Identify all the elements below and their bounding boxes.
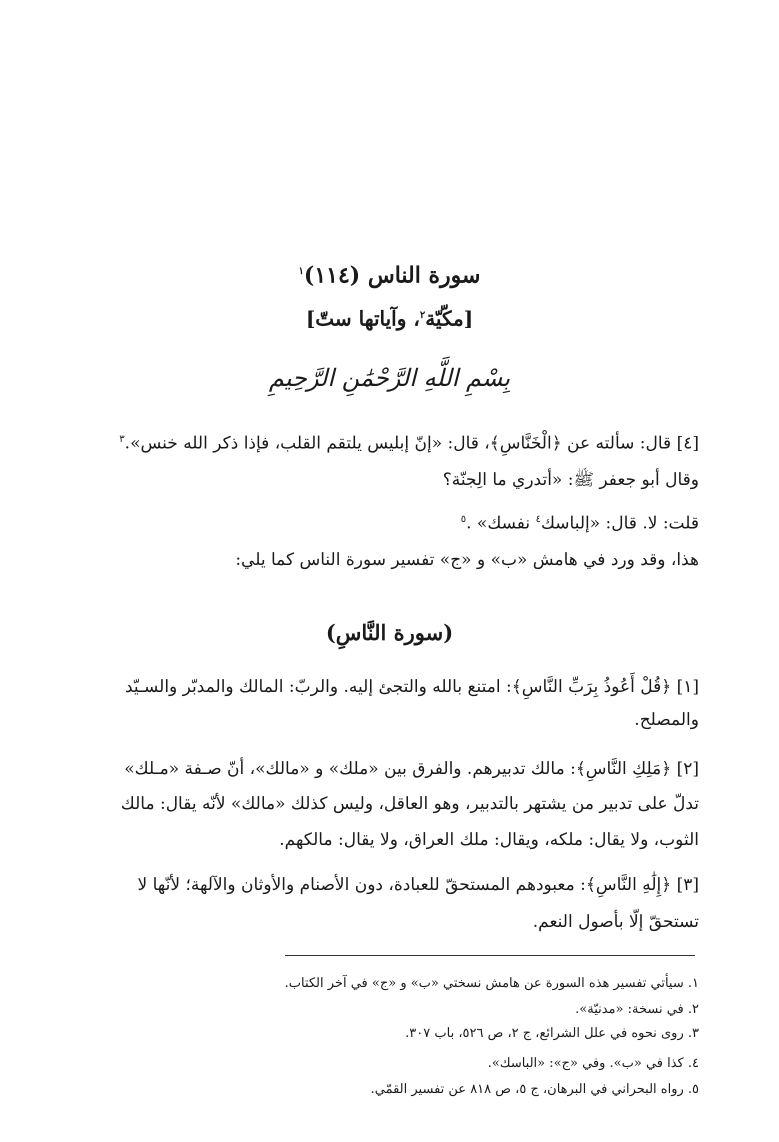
footnote-marker: ٢ bbox=[419, 310, 426, 321]
basmala: بِسْمِ اللَّهِ الرَّحْمَٰنِ الرَّحِيمِ bbox=[268, 364, 511, 392]
footnote-divider bbox=[285, 955, 695, 956]
verse-1-line-2: والمصلح. bbox=[634, 710, 699, 730]
intro-text-1: [٤] قال: سألته عن ﴿الْخَنَّاسِ﴾، قال: «إنّ إبليس يلتقم القلب، فإذا ذكر الله خنس». bbox=[124, 433, 699, 454]
footnote-marker: ١ bbox=[298, 266, 304, 277]
verse-2-line-3: الثوب، ولا يقال: ملكه، ويقال: ملك العراق، ولا يقال: مالكهم. bbox=[279, 830, 699, 850]
footnote-marker: ٤ bbox=[535, 514, 541, 525]
verse-1-line-1: [١] ﴿قُلْ أَعُوذُ بِرَبِّ النَّاسِ﴾: امتنع بالله والتجئ إليه. والربّ: المالك والمدبّر والسـيّد bbox=[124, 677, 699, 697]
footnote-1: ١. سيأتي تفسير هذه السورة عن هامش نسختي «ب» و «ج» في آخر الكتاب. bbox=[284, 976, 699, 991]
intro-line-4: هذا، وقد ورد في هامش «ب» و «ج» تفسير سورة الناس كما يلي: bbox=[235, 550, 699, 570]
surah-title bbox=[0, 260, 779, 287]
surah-meta-prefix: [مكّيّة bbox=[425, 306, 474, 331]
footnote-marker: ٣ bbox=[119, 434, 125, 445]
surah-meta bbox=[0, 304, 779, 331]
section-title: (سورة النَّاسِ) bbox=[325, 620, 454, 645]
verse-3-line-2: تستحقّ إلّا بأصول النعم. bbox=[532, 912, 699, 932]
footnote-4: ٤. كذا في «ب». وفي «ج»: «الباسك». bbox=[487, 1056, 699, 1071]
footnote-marker: ٥ bbox=[460, 514, 467, 525]
verse-2-line-1: [٢] ﴿مَلِكِ النَّاسِ﴾: مالك تدبيرهم. والفرق بين «ملك» و «مالك»، أنّ صـفة «مـلك» bbox=[124, 759, 699, 779]
verse-3-line-1: [٣] ﴿إِلَٰهِ النَّاسِ﴾: معبودهم المستحقّ للعبادة، دون الأصنام والأوثان والآلهة؛ لأنّها لا bbox=[137, 875, 699, 895]
footnote-3: ٣. روى نحوه في علل الشرائع، ج ٢، ص ٥٢٦، باب ٣٠٧. bbox=[405, 1026, 699, 1041]
intro-text-3-start: قلت: لا. قال: «إلباسك bbox=[540, 513, 699, 534]
footnote-2: ٢. في نسخة: «مدنيّة». bbox=[575, 1002, 699, 1017]
surah-meta-suffix: ، وآياتها ستّ] bbox=[305, 306, 420, 331]
verse-2-line-2: تدلّ على تدبير من يشتهر بالتدبير، وهو العاقل، وليس كذلك «مالك» لأنّه يقال: مالك bbox=[120, 794, 699, 814]
intro-text-3-end: نفسك» . bbox=[466, 513, 531, 534]
intro-line-3 bbox=[461, 508, 699, 536]
intro-line-1 bbox=[119, 428, 699, 456]
surah-title-text: سورة الناس (١١٤) bbox=[303, 262, 481, 289]
intro-line-2: وقال أبو جعفر ﷺ: «أتدري ما الِجنّة؟ bbox=[442, 470, 699, 490]
footnote-5: ٥. رواه البحراني في البرهان، ج ٥، ص ٨١٨ عن تفسير القمّي. bbox=[370, 1082, 699, 1097]
